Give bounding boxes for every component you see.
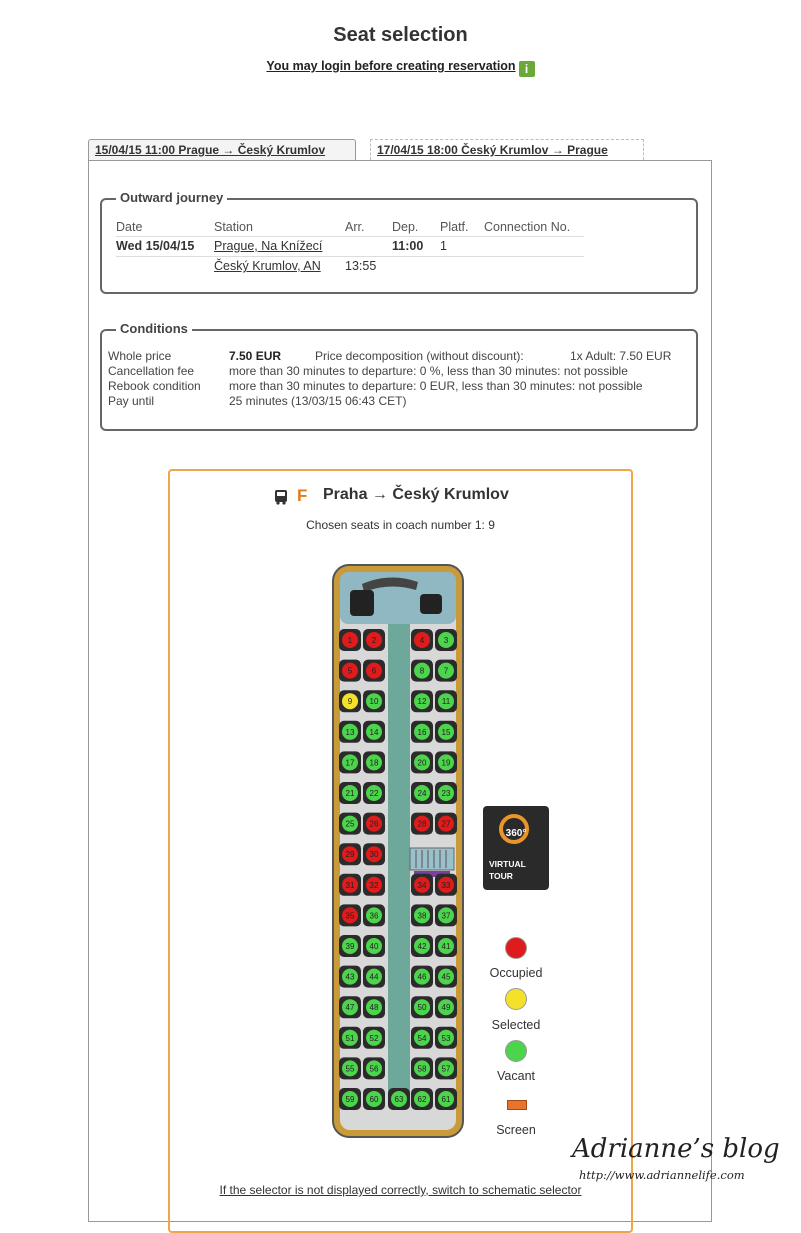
tour-line2: TOUR (489, 871, 513, 881)
seat-10[interactable] (363, 690, 385, 712)
seat-48[interactable] (363, 996, 385, 1018)
svg-text:34: 34 (417, 880, 427, 890)
svg-text:8: 8 (419, 666, 425, 676)
bus-icon (274, 489, 288, 505)
seat-49[interactable] (435, 996, 457, 1018)
seat-33 (435, 874, 457, 896)
seat-7[interactable] (435, 660, 457, 682)
svg-text:26: 26 (369, 819, 379, 829)
vacant-legend-label: Vacant (497, 1069, 535, 1083)
tour-360-label: 360° (505, 828, 527, 839)
svg-text:18: 18 (369, 758, 379, 768)
svg-text:25: 25 (345, 819, 355, 829)
header-platf: Platf. (440, 220, 469, 234)
header-station: Station (214, 220, 253, 234)
svg-text:50: 50 (417, 1003, 427, 1013)
seat-1 (339, 629, 361, 651)
svg-text:4: 4 (419, 636, 425, 645)
seat-21[interactable] (339, 782, 361, 804)
decomposition-value: 1x Adult: 7.50 EUR (570, 349, 672, 363)
tour-label (487, 858, 545, 882)
info-icon[interactable]: i (519, 61, 535, 77)
page-title: Seat selection (333, 24, 468, 46)
seat-59[interactable] (339, 1088, 361, 1110)
seat-61[interactable] (435, 1088, 457, 1110)
svg-text:16: 16 (417, 727, 427, 737)
aisle (388, 624, 410, 1104)
svg-text:3: 3 (443, 636, 449, 645)
seat-29 (339, 843, 361, 865)
svg-text:44: 44 (369, 972, 379, 982)
svg-text:61: 61 (441, 1095, 451, 1104)
divider (116, 236, 584, 237)
seat-30 (363, 843, 385, 865)
seat-38[interactable] (411, 904, 433, 926)
driver-seat-icon (350, 590, 374, 616)
seat-23[interactable] (435, 782, 457, 804)
svg-text:53: 53 (441, 1033, 451, 1043)
seat-37[interactable] (435, 904, 457, 926)
tab-outward[interactable]: 15/04/15 11:00 Prague → Český Krumlov (88, 139, 356, 160)
selected-legend-dot (505, 988, 527, 1010)
svg-text:19: 19 (441, 758, 451, 768)
svg-text:28: 28 (417, 819, 427, 829)
seat-28 (411, 813, 433, 835)
seat-54[interactable] (411, 1027, 433, 1049)
carrier-f-icon: F (297, 486, 308, 505)
seat-8[interactable] (411, 660, 433, 682)
seat-57[interactable] (435, 1057, 457, 1079)
screen-legend-label: Screen (496, 1123, 536, 1137)
seat-2 (363, 629, 385, 651)
guide-seat-icon (420, 594, 442, 614)
seat-6 (363, 660, 385, 682)
pay-until-label: Pay until (108, 394, 155, 408)
svg-text:59: 59 (345, 1095, 355, 1104)
svg-text:63: 63 (394, 1095, 404, 1104)
route-title: Praha → Český Krumlov (323, 486, 509, 503)
seat-34 (411, 874, 433, 896)
svg-text:32: 32 (369, 880, 379, 890)
screen-legend-mark (507, 1100, 527, 1110)
svg-text:29: 29 (345, 850, 355, 860)
conditions-legend: Conditions (116, 321, 192, 336)
seat-50[interactable] (411, 996, 433, 1018)
svg-text:62: 62 (417, 1095, 427, 1104)
svg-text:30: 30 (369, 850, 379, 860)
seat-14[interactable] (363, 721, 385, 743)
svg-text:36: 36 (369, 911, 379, 921)
bus-seat-map (330, 562, 466, 1140)
seat-58[interactable] (411, 1057, 433, 1079)
svg-text:6: 6 (371, 666, 377, 676)
seat-56[interactable] (363, 1057, 385, 1079)
header-connection: Connection No. (484, 220, 571, 234)
tab-return[interactable]: 17/04/15 18:00 Český Krumlov → Prague (370, 139, 644, 160)
seat-11[interactable] (435, 690, 457, 712)
svg-text:31: 31 (345, 880, 355, 890)
svg-text:47: 47 (345, 1003, 355, 1013)
svg-text:40: 40 (369, 942, 379, 951)
svg-text:48: 48 (369, 1003, 379, 1013)
svg-text:42: 42 (417, 942, 427, 951)
header-dep: Dep. (392, 220, 419, 234)
seat-18[interactable] (363, 751, 385, 773)
seat-25[interactable] (339, 813, 361, 835)
svg-text:55: 55 (345, 1064, 355, 1074)
svg-text:11: 11 (441, 697, 451, 707)
seat-36[interactable] (363, 904, 385, 926)
cancellation-value: more than 30 minutes to departure: 0 %, less than 30 minutes: not possible (229, 364, 628, 378)
svg-text:57: 57 (441, 1064, 451, 1074)
seat-32 (363, 874, 385, 896)
vacant-legend-dot (505, 1040, 527, 1062)
blog-watermark: Adrianne’s blog (572, 1134, 780, 1164)
seat-55[interactable] (339, 1057, 361, 1079)
whole-price-label: Whole price (108, 349, 172, 363)
svg-text:27: 27 (441, 819, 451, 829)
row-arr: 13:55 (345, 259, 377, 273)
svg-text:20: 20 (417, 758, 427, 768)
seat-51[interactable] (339, 1027, 361, 1049)
seat-60[interactable] (363, 1088, 385, 1110)
svg-text:58: 58 (417, 1064, 427, 1074)
cancellation-label: Cancellation fee (108, 364, 195, 378)
seat-43[interactable] (339, 966, 361, 988)
svg-text:7: 7 (443, 666, 449, 676)
svg-text:45: 45 (441, 972, 451, 982)
seat-20[interactable] (411, 751, 433, 773)
svg-text:22: 22 (369, 789, 379, 798)
seat-19[interactable] (435, 751, 457, 773)
svg-text:17: 17 (345, 758, 355, 768)
whole-price-value: 7.50 EUR (229, 349, 282, 363)
login-line (0, 59, 801, 77)
seat-26 (363, 813, 385, 835)
svg-text:35: 35 (345, 911, 355, 921)
svg-text:13: 13 (345, 727, 355, 737)
conditions-box (100, 321, 698, 431)
seat-3[interactable] (435, 629, 457, 651)
seat-12[interactable] (411, 690, 433, 712)
seat-35 (339, 904, 361, 926)
seat-45[interactable] (435, 966, 457, 988)
row-platf: 1 (440, 239, 447, 253)
svg-text:60: 60 (369, 1095, 379, 1104)
rebook-value: more than 30 minutes to departure: 0 EUR, less than 30 minutes: not possible (229, 379, 643, 393)
seat-42[interactable] (411, 935, 433, 957)
seat-47[interactable] (339, 996, 361, 1018)
seat-44[interactable] (363, 966, 385, 988)
seat-27 (435, 813, 457, 835)
svg-text:39: 39 (345, 942, 355, 951)
seat-39[interactable] (339, 935, 361, 957)
row-station-to[interactable]: Český Krumlov, AN (214, 259, 321, 273)
svg-text:24: 24 (417, 789, 427, 798)
row-station-from[interactable]: Prague, Na Knížecí (214, 239, 323, 253)
seat-41[interactable] (435, 935, 457, 957)
blog-watermark-url: http://www.adriannelife.com (579, 1168, 745, 1182)
svg-text:9: 9 (347, 697, 353, 707)
login-link[interactable]: You may login before creating reservation (266, 59, 516, 73)
rebook-label: Rebook condition (108, 379, 201, 393)
occupied-legend-label: Occupied (489, 966, 543, 980)
outward-journey-legend: Outward journey (116, 190, 227, 205)
svg-text:10: 10 (369, 697, 379, 707)
svg-text:52: 52 (369, 1033, 379, 1043)
svg-text:37: 37 (441, 911, 451, 921)
seat-4 (411, 629, 433, 651)
svg-text:1: 1 (347, 636, 353, 645)
seat-31 (339, 874, 361, 896)
header-date: Date (116, 220, 143, 234)
seat-16[interactable] (411, 721, 433, 743)
svg-text:49: 49 (441, 1003, 451, 1013)
svg-text:15: 15 (441, 727, 451, 737)
row-dep: 11:00 (392, 239, 424, 253)
seat-9[interactable] (339, 690, 361, 712)
occupied-legend-dot (505, 937, 527, 959)
seat-5 (339, 660, 361, 682)
svg-text:54: 54 (417, 1033, 427, 1043)
seat-24[interactable] (411, 782, 433, 804)
svg-text:51: 51 (345, 1033, 355, 1043)
svg-text:41: 41 (441, 942, 451, 951)
svg-text:46: 46 (417, 972, 427, 982)
seat-46[interactable] (411, 966, 433, 988)
svg-text:56: 56 (369, 1064, 379, 1074)
header-arr: Arr. (345, 220, 365, 234)
svg-text:5: 5 (347, 666, 353, 676)
svg-text:38: 38 (417, 911, 427, 921)
svg-text:12: 12 (417, 697, 427, 707)
divider (116, 256, 584, 257)
virtual-tour-button[interactable] (483, 806, 549, 890)
seat-63[interactable] (388, 1088, 410, 1110)
seat-13[interactable] (339, 721, 361, 743)
chosen-seats: Chosen seats in coach number 1: 9 (306, 518, 495, 532)
seat-17[interactable] (339, 751, 361, 773)
decomposition-label: Price decomposition (without discount): (315, 349, 524, 363)
svg-text:14: 14 (369, 727, 379, 737)
svg-text:43: 43 (345, 972, 355, 982)
pay-until-value: 25 minutes (13/03/15 06:43 CET) (229, 394, 407, 408)
seat-22[interactable] (363, 782, 385, 804)
seat-40[interactable] (363, 935, 385, 957)
svg-text:2: 2 (371, 636, 377, 645)
stairs (410, 848, 454, 870)
seat-15[interactable] (435, 721, 457, 743)
schematic-selector-link[interactable]: If the selector is not displayed correctly, switch to schematic selector (219, 1183, 582, 1197)
row-date: Wed 15/04/15 (116, 239, 195, 253)
outward-journey-box (100, 190, 698, 294)
selected-legend-label: Selected (491, 1018, 541, 1032)
seat-62[interactable] (411, 1088, 433, 1110)
svg-text:21: 21 (345, 789, 355, 798)
svg-text:33: 33 (441, 880, 451, 890)
seat-53[interactable] (435, 1027, 457, 1049)
seat-52[interactable] (363, 1027, 385, 1049)
svg-text:23: 23 (441, 789, 451, 798)
tour-line1: VIRTUAL (489, 859, 526, 869)
